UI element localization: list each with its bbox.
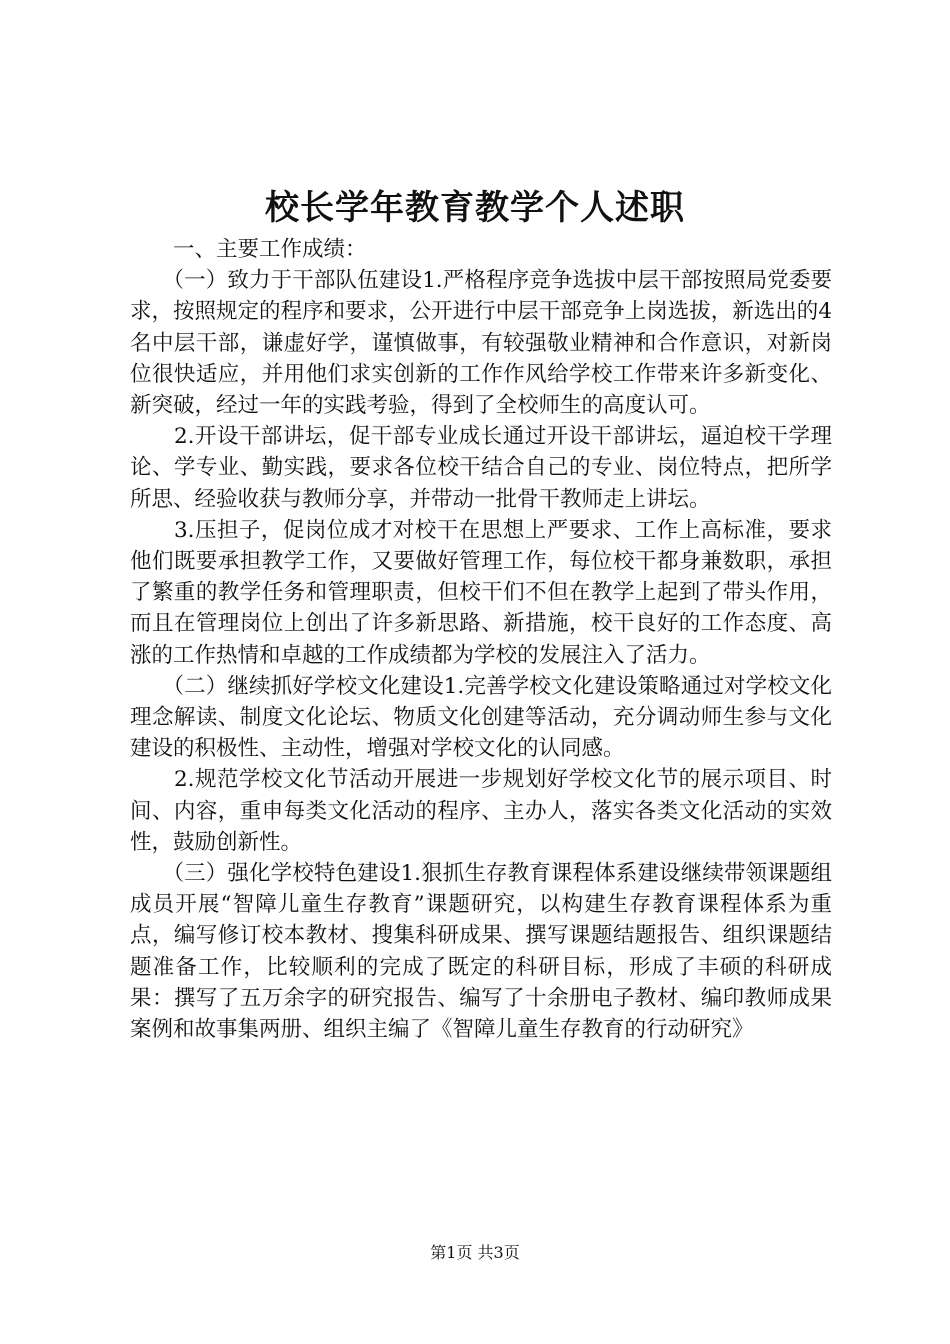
paragraph: （一）致力于干部队伍建设1.严格程序竞争选拔中层干部按照局党委要求，按照规定的程序和要求，公开进行中层干部竞争上岗选拔，新选出的4名中层干部，谦虚好学，谨慎做事，有较强敬业精神和合作意识，对新岗位很快适应，并用他们求实创新的工作作风给学校工作带来许多新变化、新突破，经过一年的实践考验，得到了全校师生的高度认可。 xyxy=(130,268,832,419)
paragraph: 3.压担子，促岗位成才对校干在思想上严要求、工作上高标准，要求他们既要承担教学工作，又要做好管理工作，每位校干都身兼数职，承担了繁重的教学任务和管理职责，但校干们不但在教学上起到了带头作用，而且在管理岗位上创出了许多新思路、新措施，校干良好的工作态度、高涨的工作热情和卓越的工作成绩都为学校的发展注入了活力。 xyxy=(130,517,832,668)
paragraph: 2.开设干部讲坛，促干部专业成长通过开设干部讲坛，逼迫校干学理论、学专业、勤实践，要求各位校干结合自己的专业、岗位特点，把所学所思、经验收获与教师分享，并带动一批骨干教师走上讲坛。 xyxy=(130,424,832,512)
paragraph: 一、主要工作成绩： xyxy=(130,237,367,262)
document-body xyxy=(130,234,832,1045)
page-number-footer: 第1页 共3页 xyxy=(430,1243,520,1262)
paragraph: （三）强化学校特色建设1.狠抓生存教育课程体系建设继续带领课题组成员开展“智障儿童生存教育”课题研究，以构建生存教育课程体系为重点，编写修订校本教材、搜集科研成果、撰写课题结题报告、组织课题结题准备工作，比较顺利的完成了既定的科研目标，形成了丰硕的科研成果：撰写了五万余字的研究报告、编写了十余册电子教材、编印教师成果案例和故事集两册、组织主编了《智障儿童生存教育的行动研究》 xyxy=(130,861,832,1043)
paragraph: （二）继续抓好学校文化建设1.完善学校文化建设策略通过对学校文化理念解读、制度文化论坛、物质文化创建等活动，充分调动师生参与文化建设的积极性、主动性，增强对学校文化的认同感。 xyxy=(130,673,832,762)
document-title: 校长学年教育教学个人述职 xyxy=(265,188,685,228)
paragraph: 2.规范学校文化节活动开展进一步规划好学校文化节的展示项目、时间、内容，重申每类文化活动的程序、主办人，落实各类文化活动的实效性，鼓励创新性。 xyxy=(130,767,832,855)
